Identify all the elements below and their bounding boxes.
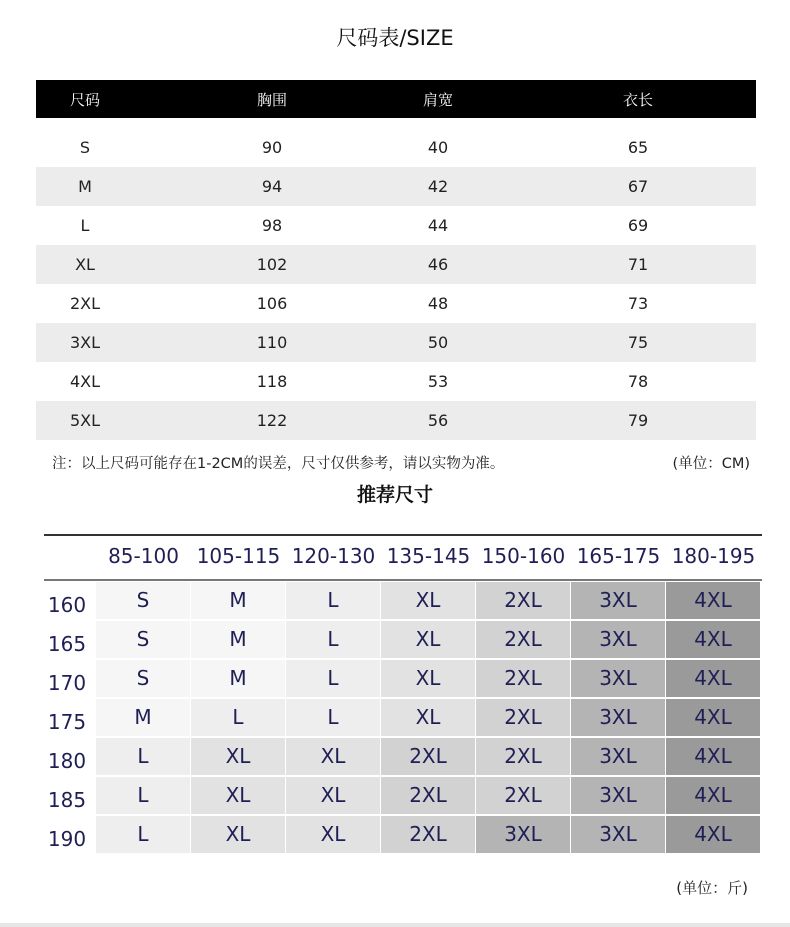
recommend-size-cell: 2XL (476, 582, 570, 619)
recommend-size-cell: 2XL (476, 738, 570, 775)
shoulder-cell: 44 (427, 216, 449, 235)
shoulder-cell: 56 (427, 411, 449, 430)
size-chart-row (36, 362, 756, 401)
length-cell: 73 (627, 294, 649, 313)
length-cell: 67 (627, 177, 649, 196)
recommend-size-cell: 4XL (666, 621, 760, 658)
header-shoulder: 肩宽 (422, 90, 453, 109)
weight-range-header: 180-195 (671, 544, 756, 568)
height-label: 175 (47, 710, 87, 734)
size-chart-row (36, 206, 756, 245)
shoulder-cell: 46 (427, 255, 449, 274)
recommend-size-cell: 3XL (571, 738, 665, 775)
recommend-size-cell: XL (191, 777, 285, 814)
header-length: 衣长 (622, 90, 653, 109)
weight-range-header: 150-160 (481, 544, 566, 568)
recommend-size-cell: L (286, 699, 380, 736)
height-label: 185 (47, 788, 87, 812)
recommend-size-cell: L (96, 816, 190, 853)
recommend-size-cell: M (191, 582, 285, 619)
recommend-title: 推荐尺寸 (356, 484, 433, 506)
chest-cell: 102 (256, 255, 288, 274)
recommend-size-cell: XL (381, 582, 475, 619)
recommend-size-cell: M (191, 660, 285, 697)
weight-range-header: 135-145 (386, 544, 471, 568)
recommend-row (44, 698, 762, 737)
length-cell: 78 (627, 372, 649, 391)
chest-cell: 90 (261, 138, 283, 157)
size-cell: 4XL (69, 372, 101, 391)
recommend-size-cell: 3XL (571, 699, 665, 736)
height-label: 165 (47, 632, 87, 656)
recommend-size-cell: 4XL (666, 699, 760, 736)
weight-range-header: 165-175 (576, 544, 661, 568)
unit-cm-label: (单位：CM) (672, 456, 750, 472)
recommend-size-cell: L (96, 777, 190, 814)
shoulder-cell: 50 (427, 333, 449, 352)
recommend-size-cell: 2XL (476, 621, 570, 658)
header-chest: 胸围 (256, 90, 287, 109)
shoulder-cell: 42 (427, 177, 449, 196)
length-cell: 65 (627, 138, 649, 157)
shoulder-cell: 40 (427, 138, 449, 157)
recommend-size-cell: XL (286, 816, 380, 853)
length-cell: 75 (627, 333, 649, 352)
recommend-row (44, 581, 762, 620)
height-label: 170 (47, 671, 87, 695)
recommend-row (44, 776, 762, 815)
recommend-size-cell: 2XL (476, 699, 570, 736)
recommend-row (44, 620, 762, 659)
recommend-size-cell: 3XL (571, 582, 665, 619)
recommend-row (44, 659, 762, 698)
size-note: 注：以上尺码可能存在1-2CM的误差，尺寸仅供参考，请以实物为准。 (52, 456, 505, 472)
shoulder-cell: 53 (427, 372, 449, 391)
size-cell: S (79, 138, 91, 157)
recommend-weight-header (96, 544, 762, 580)
recommend-size-cell: 2XL (476, 660, 570, 697)
recommend-size-cell: XL (286, 777, 380, 814)
size-chart-row (36, 167, 756, 206)
shoulder-cell: 48 (427, 294, 449, 313)
size-chart-row (36, 128, 756, 167)
size-cell: XL (75, 255, 95, 274)
recommend-size-cell: 3XL (571, 777, 665, 814)
size-chart-row (36, 401, 756, 440)
chest-cell: 110 (256, 333, 288, 352)
recommend-size-cell: 4XL (666, 738, 760, 775)
length-cell: 71 (627, 255, 649, 274)
size-cell: 3XL (69, 333, 101, 352)
size-chart-table (36, 80, 756, 440)
size-chart-row (36, 284, 756, 323)
chest-cell: 118 (256, 372, 288, 391)
length-cell: 79 (627, 411, 649, 430)
unit-jin-label: (单位：斤) (676, 879, 748, 897)
recommend-size-cell: XL (381, 660, 475, 697)
chest-cell: 94 (261, 177, 283, 196)
recommend-size-cell: L (191, 699, 285, 736)
length-cell: 69 (627, 216, 649, 235)
weight-range-header: 120-130 (291, 544, 376, 568)
recommend-size-cell: 4XL (666, 660, 760, 697)
recommend-size-cell: 4XL (666, 582, 760, 619)
recommend-size-cell: M (96, 699, 190, 736)
recommend-size-cell: L (286, 660, 380, 697)
bottom-divider (0, 923, 790, 927)
recommend-size-cell: 3XL (476, 816, 570, 853)
height-label: 160 (47, 593, 87, 617)
recommend-size-cell: 2XL (381, 738, 475, 775)
page-title: 尺码表/SIZE (336, 26, 454, 50)
recommend-size-cell: 2XL (381, 777, 475, 814)
recommend-size-cell: 3XL (571, 621, 665, 658)
recommend-size-cell: 4XL (666, 816, 760, 853)
recommend-size-cell: 3XL (571, 660, 665, 697)
recommend-size-cell: L (286, 621, 380, 658)
recommend-row (44, 737, 762, 776)
size-chart-row (36, 323, 756, 362)
recommend-row (44, 815, 762, 854)
recommend-top-border (44, 534, 762, 536)
height-label: 190 (47, 827, 87, 851)
recommend-size-cell: L (96, 738, 190, 775)
recommend-size-cell: M (191, 621, 285, 658)
recommend-size-cell: S (96, 582, 190, 619)
size-chart-header-row (36, 80, 756, 118)
recommend-size-cell: 2XL (381, 816, 475, 853)
weight-range-header: 105-115 (196, 544, 281, 568)
chest-cell: 122 (256, 411, 288, 430)
size-cell: 2XL (69, 294, 101, 313)
size-chart-row (36, 245, 756, 284)
recommend-size-cell: XL (286, 738, 380, 775)
header-size: 尺码 (69, 90, 100, 109)
weight-range-header: 85-100 (108, 544, 179, 568)
recommend-size-cell: S (96, 621, 190, 658)
recommend-size-cell: XL (191, 738, 285, 775)
recommend-size-cell: 2XL (476, 777, 570, 814)
recommend-body (44, 581, 762, 854)
height-label: 180 (47, 749, 87, 773)
recommend-size-cell: XL (381, 621, 475, 658)
recommend-size-cell: XL (191, 816, 285, 853)
recommend-size-cell: XL (381, 699, 475, 736)
recommend-size-cell: S (96, 660, 190, 697)
chest-cell: 106 (256, 294, 288, 313)
recommend-size-cell: 4XL (666, 777, 760, 814)
recommend-size-cell: 3XL (571, 816, 665, 853)
chest-cell: 98 (261, 216, 283, 235)
size-cell: M (78, 177, 92, 196)
size-cell: 5XL (69, 411, 101, 430)
recommend-size-cell: L (286, 582, 380, 619)
size-cell: L (80, 216, 90, 235)
